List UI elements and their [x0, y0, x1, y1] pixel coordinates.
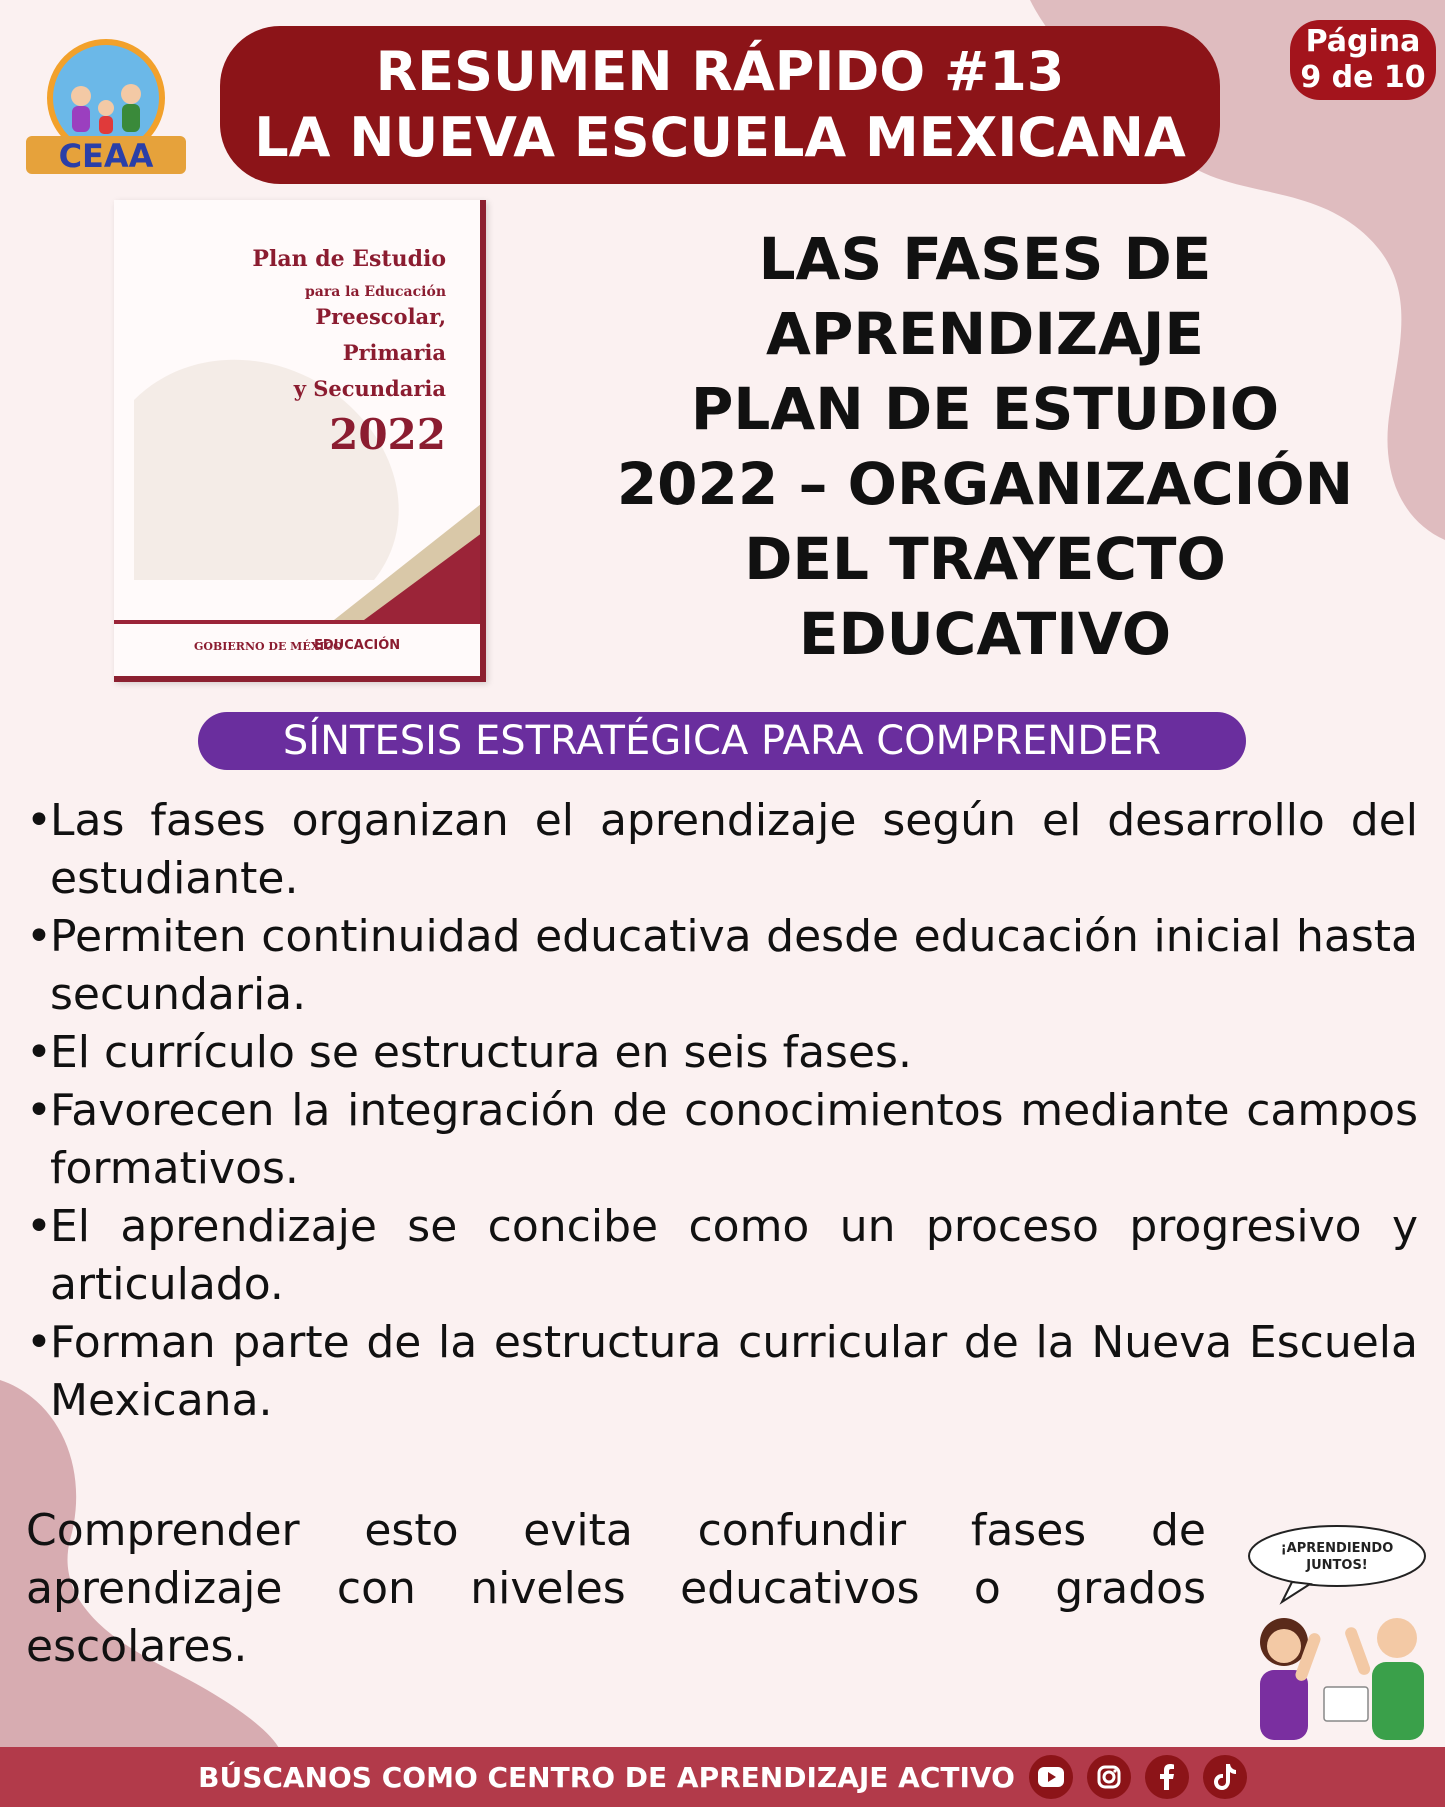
instagram-icon[interactable]	[1087, 1755, 1131, 1799]
facebook-icon[interactable]	[1145, 1755, 1189, 1799]
page-badge	[1290, 20, 1436, 100]
header-line-1: RESUMEN RÁPIDO #13	[375, 40, 1065, 103]
bullet-icon: •	[26, 911, 52, 962]
svg-text:JUNTOS!: JUNTOS!	[1306, 1558, 1368, 1573]
book-gov-label: GOBIERNO DE MÉXICO	[194, 640, 343, 653]
teachers-illustration	[1232, 1522, 1442, 1752]
list-item: • Permiten continuidad educativa desde educación inicial hasta secundaria.	[26, 908, 1418, 1024]
list-item: • Forman parte de la estructura curricular de la Nueva Escuela Mexicana.	[26, 1314, 1418, 1430]
header-line-2: LA NUEVA ESCUELA MEXICANA	[254, 106, 1186, 169]
youtube-icon[interactable]	[1029, 1755, 1073, 1799]
bullet-icon: •	[26, 795, 52, 846]
book-line-2: para la Educación	[304, 284, 446, 300]
main-title-line: APRENDIZAJE	[765, 300, 1205, 368]
list-item: • Las fases organizan el aprendizaje según el desarrollo del estudiante.	[26, 792, 1418, 908]
book-line-5: y Secundaria	[293, 376, 446, 401]
main-title-line: 2022 – ORGANIZACIÓN	[616, 450, 1354, 518]
book-line-4: Primaria	[342, 340, 446, 365]
bullet-icon: •	[26, 1201, 52, 1252]
book-dept-label: EDUCACIÓN	[314, 638, 401, 653]
book-line-3: Preescolar,	[315, 304, 446, 329]
page-badge-number: 9 de 10	[1300, 60, 1426, 95]
book-year: 2022	[329, 410, 446, 459]
tiktok-icon[interactable]	[1203, 1755, 1247, 1799]
main-title-line: PLAN DE ESTUDIO	[690, 375, 1280, 443]
bullet-list	[26, 792, 1418, 1430]
footer-text: BÚSCANOS COMO CENTRO DE APRENDIZAJE ACTIVO	[198, 1760, 1015, 1794]
footer-bar	[0, 1747, 1445, 1807]
header-banner	[220, 26, 1220, 184]
book-line-1: Plan de Estudio	[252, 246, 446, 272]
bullet-icon: •	[26, 1085, 52, 1136]
main-title-line: EDUCATIVO	[798, 600, 1172, 668]
list-item: • El currículo se estructura en seis fases.	[26, 1024, 1418, 1082]
closing-paragraph: Comprender esto evita confundir fases de aprendizaje con niveles educativos o grados escolares.	[26, 1505, 1206, 1672]
svg-text:¡APRENDIENDO: ¡APRENDIENDO	[1280, 1541, 1394, 1556]
page-badge-label: Página	[1305, 24, 1421, 59]
main-title-line: DEL TRAYECTO	[744, 525, 1226, 593]
bullet-icon: •	[26, 1027, 52, 1078]
main-title-line: LAS FASES DE	[758, 225, 1212, 293]
section-label: SÍNTESIS ESTRATÉGICA PARA COMPRENDER	[198, 712, 1246, 770]
ceaa-logo	[26, 36, 186, 176]
book-cover-image	[114, 200, 486, 682]
bullet-icon: •	[26, 1317, 52, 1368]
svg-text:CEAA: CEAA	[58, 137, 154, 175]
main-title	[600, 222, 1370, 672]
list-item: • El aprendizaje se concibe como un proceso progresivo y articulado.	[26, 1198, 1418, 1314]
list-item: • Favorecen la integración de conocimientos mediante campos formativos.	[26, 1082, 1418, 1198]
